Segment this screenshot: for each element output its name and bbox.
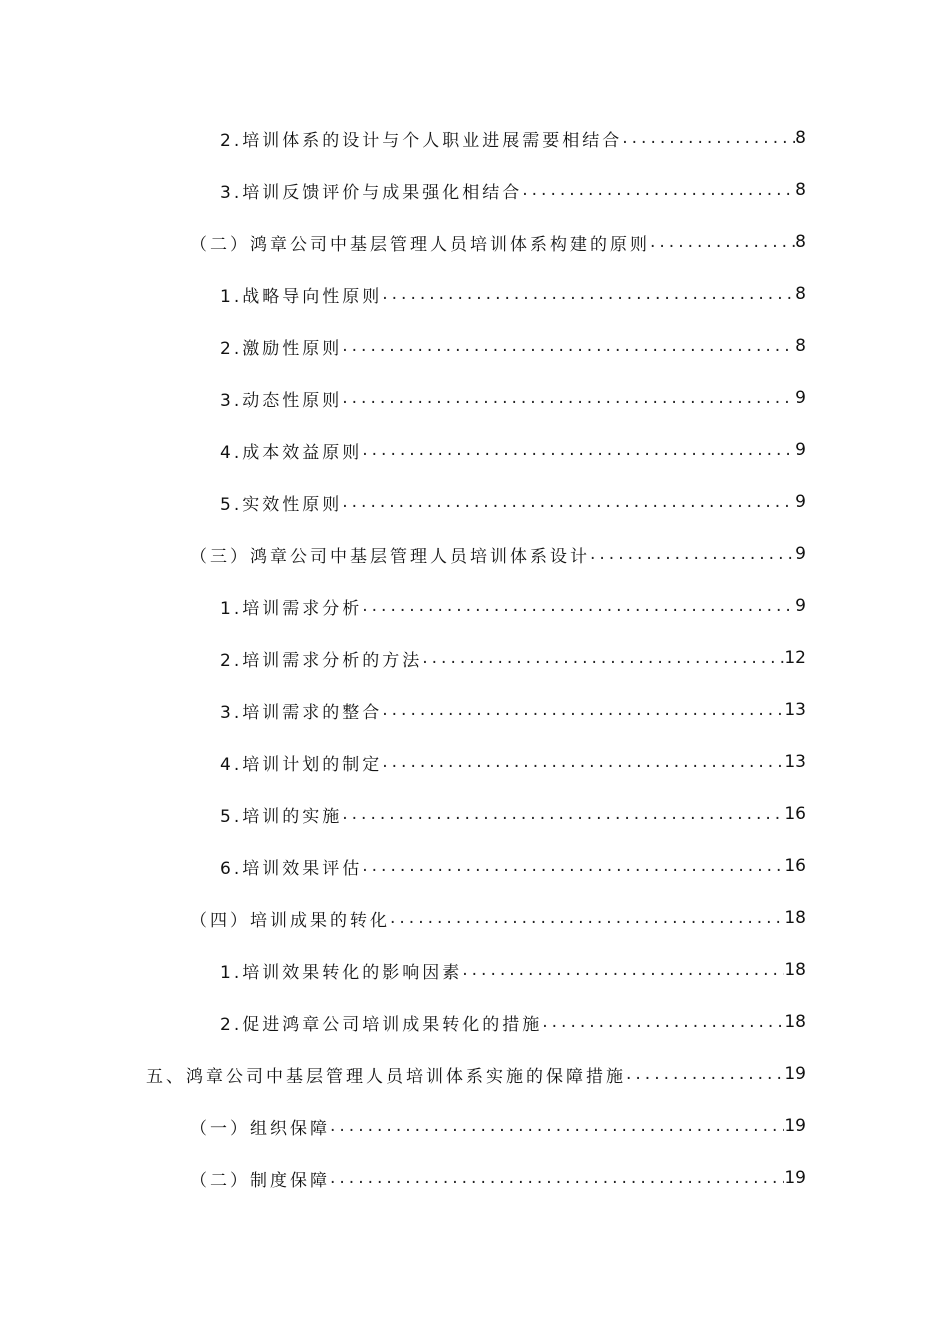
toc-entry-text: 6.培训效果评估 xyxy=(220,858,363,879)
toc-entry[interactable] xyxy=(0,736,950,788)
toc-page-number: 8 xyxy=(795,284,806,304)
dot-leader xyxy=(362,596,795,616)
toc-entry[interactable] xyxy=(0,216,950,268)
toc-entry-text: 5.培训的实施 xyxy=(220,806,343,827)
toc-entry[interactable] xyxy=(0,268,950,320)
toc-page-number: 13 xyxy=(784,752,806,772)
table-of-contents xyxy=(0,112,950,1204)
toc-page-number: 16 xyxy=(784,804,806,824)
dot-leader xyxy=(382,284,795,304)
dot-leader xyxy=(622,128,795,148)
toc-entry-text: 1.培训需求分析 xyxy=(220,598,363,619)
toc-page-number: 18 xyxy=(784,960,806,980)
toc-page-number: 9 xyxy=(795,544,806,564)
toc-entry[interactable] xyxy=(0,1152,950,1204)
dot-leader xyxy=(590,544,795,564)
toc-page-number: 12 xyxy=(784,648,806,668)
toc-entry[interactable] xyxy=(0,112,950,164)
toc-page-number: 8 xyxy=(795,128,806,148)
dot-leader xyxy=(382,752,784,772)
toc-page-number: 13 xyxy=(784,700,806,720)
toc-entry-text: 3.培训反馈评价与成果强化相结合 xyxy=(220,182,523,203)
toc-entry-text: （二）制度保障 xyxy=(190,1170,330,1191)
toc-entry-text: 4.成本效益原则 xyxy=(220,442,363,463)
dot-leader xyxy=(342,388,795,408)
dot-leader xyxy=(542,1012,784,1032)
toc-entry[interactable] xyxy=(0,1048,950,1100)
toc-entry[interactable] xyxy=(0,840,950,892)
toc-entry[interactable] xyxy=(0,320,950,372)
toc-page-number: 18 xyxy=(784,1012,806,1032)
dot-leader xyxy=(650,232,795,252)
toc-entry-text: 1.战略导向性原则 xyxy=(220,286,383,307)
dot-leader xyxy=(382,700,784,720)
dot-leader xyxy=(342,336,795,356)
toc-entry[interactable] xyxy=(0,528,950,580)
toc-page-number: 8 xyxy=(795,336,806,356)
toc-page-number: 19 xyxy=(784,1168,806,1188)
toc-page-number: 9 xyxy=(795,492,806,512)
toc-entry-text: 2.促进鸿章公司培训成果转化的措施 xyxy=(220,1014,543,1035)
toc-entry-text: 2.培训需求分析的方法 xyxy=(220,650,423,671)
toc-entry-text: 4.培训计划的制定 xyxy=(220,754,383,775)
dot-leader xyxy=(330,1168,784,1188)
toc-entry[interactable] xyxy=(0,944,950,996)
dot-leader xyxy=(626,1064,784,1084)
toc-entry[interactable] xyxy=(0,996,950,1048)
toc-entry-text: 3.动态性原则 xyxy=(220,390,343,411)
toc-page-number: 8 xyxy=(795,232,806,252)
toc-entry-text: （二）鸿章公司中基层管理人员培训体系构建的原则 xyxy=(190,234,650,255)
toc-entry[interactable] xyxy=(0,632,950,684)
dot-leader xyxy=(342,492,795,512)
toc-entry-text: （三）鸿章公司中基层管理人员培训体系设计 xyxy=(190,546,590,567)
dot-leader xyxy=(362,440,795,460)
toc-page-number: 16 xyxy=(784,856,806,876)
toc-page-number: 9 xyxy=(795,388,806,408)
toc-entry-text: 五、鸿章公司中基层管理人员培训体系实施的保障措施 xyxy=(146,1066,626,1087)
dot-leader xyxy=(462,960,784,980)
toc-entry[interactable] xyxy=(0,788,950,840)
dot-leader xyxy=(422,648,784,668)
toc-entry-text: 1.培训效果转化的影响因素 xyxy=(220,962,463,983)
toc-entry-text: 2.激励性原则 xyxy=(220,338,343,359)
toc-entry-text: （四）培训成果的转化 xyxy=(190,910,390,931)
toc-page-number: 18 xyxy=(784,908,806,928)
dot-leader xyxy=(522,180,795,200)
toc-entry[interactable] xyxy=(0,372,950,424)
dot-leader xyxy=(330,1116,784,1136)
toc-entry[interactable] xyxy=(0,164,950,216)
toc-entry-text: 2.培训体系的设计与个人职业进展需要相结合 xyxy=(220,130,623,151)
dot-leader xyxy=(342,804,784,824)
toc-entry[interactable] xyxy=(0,1100,950,1152)
toc-page-number: 19 xyxy=(784,1116,806,1136)
toc-entry[interactable] xyxy=(0,476,950,528)
toc-entry[interactable] xyxy=(0,580,950,632)
toc-page-number: 19 xyxy=(784,1064,806,1084)
toc-page-number: 8 xyxy=(795,180,806,200)
toc-entry[interactable] xyxy=(0,424,950,476)
toc-entry[interactable] xyxy=(0,684,950,736)
dot-leader xyxy=(362,856,784,876)
toc-page-number: 9 xyxy=(795,440,806,460)
toc-entry-text: （一）组织保障 xyxy=(190,1118,330,1139)
toc-entry-text: 5.实效性原则 xyxy=(220,494,343,515)
toc-entry-text: 3.培训需求的整合 xyxy=(220,702,383,723)
toc-page-number: 9 xyxy=(795,596,806,616)
dot-leader xyxy=(390,908,784,928)
toc-entry[interactable] xyxy=(0,892,950,944)
